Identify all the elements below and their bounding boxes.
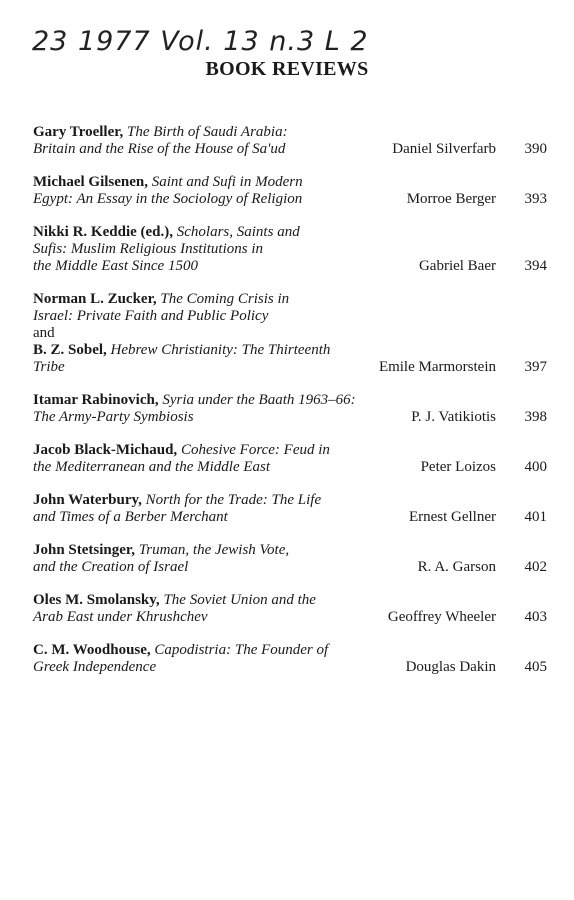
reviewer-name: Ernest Gellner <box>408 509 496 525</box>
book-title: Britain and the Rise of the House of Sa'ud <box>33 141 286 157</box>
entry-line <box>33 124 553 141</box>
review-entry <box>33 224 553 275</box>
book-title: Hebrew Christianity: The Thirteenth <box>106 342 331 358</box>
entry-line <box>33 342 553 359</box>
review-entry <box>33 291 553 376</box>
book-title: Tribe <box>33 359 65 375</box>
book-title: The Coming Crisis in <box>156 291 290 307</box>
book-title: and the Creation of Israel <box>33 559 189 575</box>
page-number: 405 <box>524 659 547 675</box>
entry-line <box>33 542 553 559</box>
book-title: Greek Independence <box>33 659 157 675</box>
reviewer-name: Geoffrey Wheeler <box>387 609 496 625</box>
review-entry <box>33 542 553 576</box>
review-author: John Waterbury, <box>33 492 142 508</box>
book-title: and Times of a Berber Merchant <box>33 509 228 525</box>
reviewer-name: Morroe Berger <box>406 191 496 207</box>
entry-line <box>33 291 553 308</box>
page-title: BOOK REVIEWS <box>205 58 369 80</box>
reviewer-name: Peter Loizos <box>420 459 496 475</box>
page-number: 390 <box>524 141 547 157</box>
review-author: Jacob Black-Michaud, <box>33 442 178 458</box>
entry-line <box>33 442 553 459</box>
book-title: Capodistria: The Founder of <box>150 642 329 658</box>
entry-line <box>33 592 553 609</box>
page-number: 394 <box>524 258 547 274</box>
page-number: 402 <box>524 559 547 575</box>
page-number: 397 <box>524 359 547 375</box>
review-author: B. Z. Sobel, <box>33 342 107 358</box>
book-title: Cohesive Force: Feud in <box>177 442 330 458</box>
entry-line <box>33 241 553 258</box>
book-title: The Army-Party Symbiosis <box>33 409 194 425</box>
reviewer-name: P. J. Vatikiotis <box>411 409 496 425</box>
entry-line <box>33 392 553 409</box>
review-list <box>33 124 553 692</box>
entry-line <box>33 224 553 241</box>
entry-line <box>33 325 553 342</box>
handwritten-annotation-text: 23 1977 Vol. 13 n.3 L 2 <box>32 26 369 57</box>
connector-text: and <box>33 325 55 341</box>
page-number: 401 <box>524 509 547 525</box>
book-title: Saint and Sufi in Modern <box>148 174 303 190</box>
review-entry <box>33 442 553 476</box>
entry-line <box>33 492 553 509</box>
entry-line <box>33 642 553 659</box>
reviewer-name: Daniel Silverfarb <box>392 141 496 157</box>
entry-line <box>33 308 553 325</box>
book-title: Arab East under Khrushchev <box>33 609 208 625</box>
book-title: Egypt: An Essay in the Sociology of Religion <box>33 191 303 207</box>
reviewer-name: Emile Marmorstein <box>378 359 496 375</box>
review-entry <box>33 492 553 526</box>
reviewer-name: R. A. Garson <box>417 559 496 575</box>
page-number: 400 <box>524 459 547 475</box>
book-title: Sufis: Muslim Religious Institutions in <box>33 241 264 257</box>
reviewer-name: Douglas Dakin <box>405 659 496 675</box>
book-title: Israel: Private Faith and Public Policy <box>33 308 269 324</box>
reviewer-name: Gabriel Baer <box>418 258 496 274</box>
page-number: 393 <box>524 191 547 207</box>
book-title: Syria under the Baath 1963–66: <box>158 392 356 408</box>
book-title: the Mediterranean and the Middle East <box>33 459 271 475</box>
review-author: John Stetsinger, <box>33 542 135 558</box>
book-title: The Birth of Saudi Arabia: <box>123 124 288 140</box>
review-author: Nikki R. Keddie (ed.), <box>33 224 174 240</box>
review-author: Norman L. Zucker, <box>33 291 157 307</box>
review-author: C. M. Woodhouse, <box>33 642 151 658</box>
book-title: Truman, the Jewish Vote, <box>134 542 290 558</box>
entry-line <box>33 174 553 191</box>
page-number: 398 <box>524 409 547 425</box>
book-title: Scholars, Saints and <box>173 224 300 240</box>
review-entry <box>33 642 553 676</box>
review-author: Oles M. Smolansky, <box>33 592 160 608</box>
book-title: North for the Trade: The Life <box>141 492 322 508</box>
review-entry <box>33 124 553 158</box>
book-title: the Middle East Since 1500 <box>33 258 198 274</box>
book-title: The Soviet Union and the <box>159 592 316 608</box>
review-author: Gary Troeller, <box>33 124 124 140</box>
review-entry <box>33 174 553 208</box>
handwritten-annotation <box>30 16 550 64</box>
review-entry <box>33 392 553 426</box>
review-author: Michael Gilsenen, <box>33 174 148 190</box>
review-author: Itamar Rabinovich, <box>33 392 159 408</box>
review-entry <box>33 592 553 626</box>
page-number: 403 <box>524 609 547 625</box>
